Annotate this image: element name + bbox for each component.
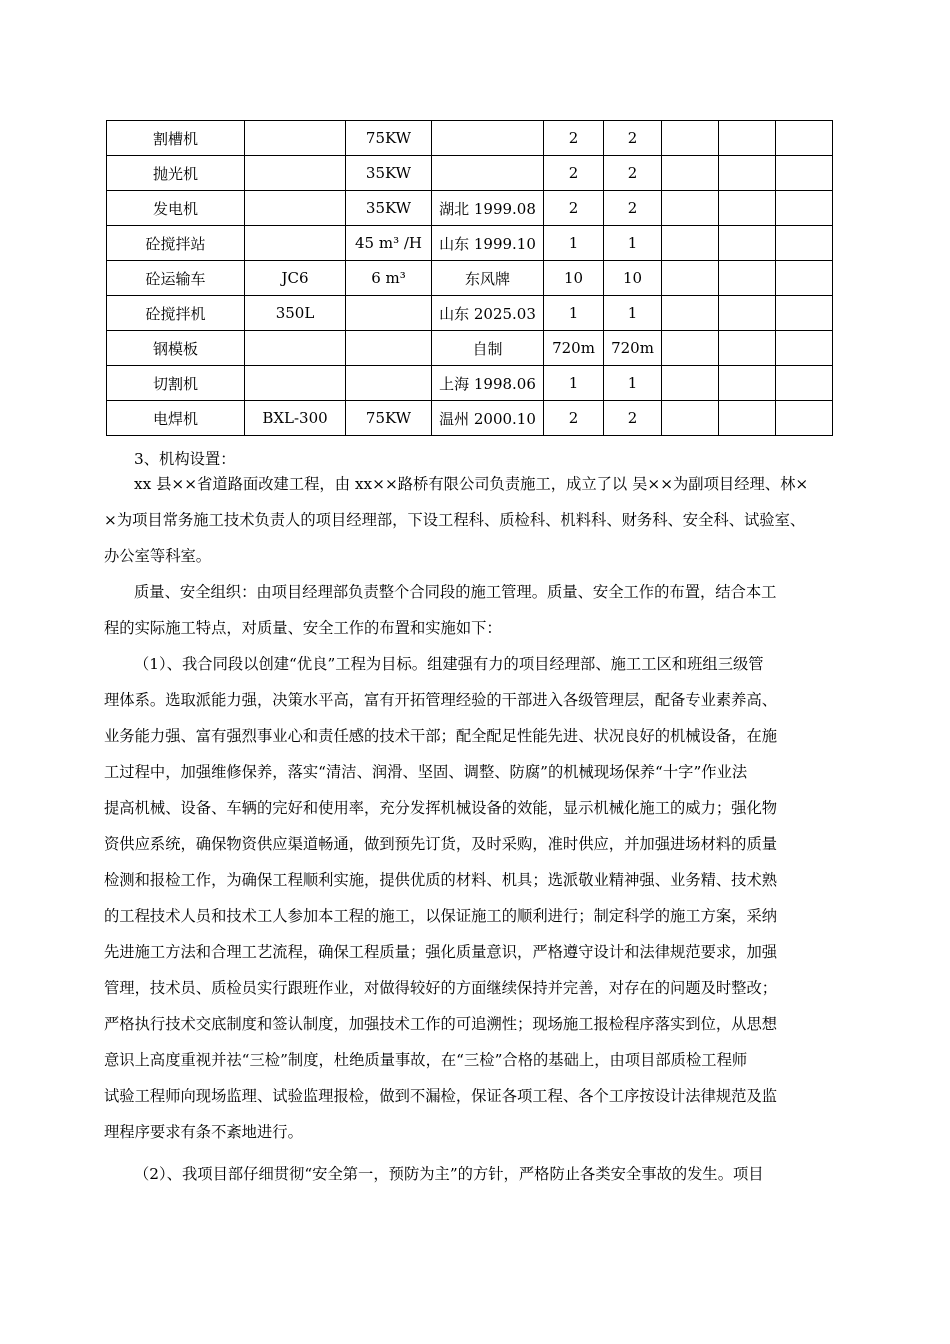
table-cell	[719, 296, 776, 331]
table-cell: 10	[604, 261, 662, 296]
table-cell	[662, 331, 719, 366]
text-line: xx 县××省道路面改建工程，由 xx××路桥有限公司负责施工，成立了以 吴××为副项目经理、林×	[134, 475, 809, 493]
table-row	[107, 296, 833, 331]
text-line: 业务能力强、富有强烈事业心和责任感的技术干部；配全配足性能先进、状况良好的机械设备，在施	[104, 727, 778, 745]
text-line: ×为项目常务施工技术负责人的项目经理部，下设工程科、质检科、机料科、财务科、安全科、试验室、	[104, 511, 806, 529]
table-cell: 2	[604, 121, 662, 156]
table-cell: 1	[544, 366, 604, 401]
table-cell	[245, 156, 346, 191]
table-cell	[776, 331, 833, 366]
table-cell: 720m	[544, 331, 604, 366]
text-line: 检测和报检工作，为确保工程顺利实施，提供优质的材料、机具；选派敬业精神强、业务精、技术熟	[104, 871, 778, 889]
table-row	[107, 156, 833, 191]
table-cell	[662, 366, 719, 401]
table-cell: 砼运输车	[107, 261, 245, 296]
table-cell: 720m	[604, 331, 662, 366]
table-cell	[776, 401, 833, 436]
table-cell	[776, 261, 833, 296]
table-cell: 山东 1999.10	[432, 226, 544, 261]
table-cell: 45 m³ /H	[346, 226, 432, 261]
table-cell	[346, 296, 432, 331]
text-line: （2）、我项目部仔细贯彻“安全第一，预防为主”的方针，严格防止各类安全事故的发生。项目	[134, 1165, 764, 1183]
table-cell	[776, 156, 833, 191]
table-cell	[719, 401, 776, 436]
table-cell: 1	[544, 296, 604, 331]
text-line: 资供应系统，确保物资供应渠道畅通，做到预先订货，及时采购，准时供应，并加强进场材料的质量	[104, 835, 778, 853]
table-cell: 75KW	[346, 121, 432, 156]
table-cell: 10	[544, 261, 604, 296]
table-row	[107, 121, 833, 156]
table-cell	[245, 331, 346, 366]
table-cell	[346, 331, 432, 366]
table-cell	[719, 156, 776, 191]
table-cell: 75KW	[346, 401, 432, 436]
table-cell	[245, 121, 346, 156]
table-cell	[662, 261, 719, 296]
text-line: 提高机械、设备、车辆的完好和使用率，充分发挥机械设备的效能，显示机械化施工的威力；强化物	[104, 799, 778, 817]
table-cell: 割槽机	[107, 121, 245, 156]
table-row	[107, 191, 833, 226]
table-cell: 切割机	[107, 366, 245, 401]
table-cell: 钢模板	[107, 331, 245, 366]
table-cell	[776, 121, 833, 156]
table-cell: 6 m³	[346, 261, 432, 296]
table-cell	[719, 366, 776, 401]
text-line: 意识上高度重视并祛“三检”制度，杜绝质量事故，在“三检”合格的基础上，由项目部质检工程师	[104, 1051, 748, 1069]
table-cell: 抛光机	[107, 156, 245, 191]
table-cell: 砼搅拌机	[107, 296, 245, 331]
table-cell	[662, 156, 719, 191]
text-line: 工过程中，加强维修保养，落实“清洁、润滑、坚固、调整、防腐”的机械现场保养“十字”作业法	[104, 763, 748, 781]
table-cell: JC6	[245, 261, 346, 296]
table-cell: 2	[604, 401, 662, 436]
table-cell	[662, 226, 719, 261]
table-cell	[245, 191, 346, 226]
table-cell	[776, 296, 833, 331]
table-cell	[662, 401, 719, 436]
table-cell	[719, 261, 776, 296]
table-cell	[719, 226, 776, 261]
table-cell: 1	[604, 296, 662, 331]
table-row	[107, 226, 833, 261]
table-cell: 温州 2000.10	[432, 401, 544, 436]
text-line: 试验工程师向现场监理、试验监理报检，做到不漏检，保证各项工程、各个工序按设计法律规范及监	[104, 1087, 778, 1105]
text-line: （1）、我合同段以创建“优良”工程为目标。组建强有力的项目经理部、施工工区和班组三级管	[134, 655, 764, 673]
table-cell: 上海 1998.06	[432, 366, 544, 401]
table-cell: 发电机	[107, 191, 245, 226]
section-heading: 3、机构设置：	[134, 450, 236, 468]
table-cell: BXL-300	[245, 401, 346, 436]
table-cell	[719, 331, 776, 366]
table-cell: 1	[604, 226, 662, 261]
table-cell: 山东 2025.03	[432, 296, 544, 331]
table-cell: 2	[544, 121, 604, 156]
table-cell	[719, 121, 776, 156]
table-cell	[662, 121, 719, 156]
text-line: 质量、安全组织：由项目经理部负责整个合同段的施工管理。质量、安全工作的布置，结合本工	[134, 583, 777, 601]
text-line: 理体系。选取派能力强，决策水平高，富有开拓管理经验的干部进入各级管理层，配备专业素养高、	[104, 691, 778, 709]
table-cell	[346, 366, 432, 401]
table-cell: 2	[544, 156, 604, 191]
text-line: 程的实际施工特点，对质量、安全工作的布置和实施如下：	[104, 619, 502, 637]
table-cell: 1	[604, 366, 662, 401]
text-line: 理程序要求有条不紊地进行。	[104, 1123, 303, 1141]
table-cell	[245, 366, 346, 401]
table-cell	[776, 191, 833, 226]
table-cell	[719, 191, 776, 226]
table-cell: 1	[544, 226, 604, 261]
table-row	[107, 331, 833, 366]
table-cell: 2	[604, 156, 662, 191]
text-line: 严格执行技术交底制度和签认制度，加强技术工作的可追溯性；现场施工报检程序落实到位，从思想	[104, 1015, 778, 1033]
table-cell	[776, 226, 833, 261]
table-cell: 2	[604, 191, 662, 226]
table-cell	[245, 226, 346, 261]
table-cell: 2	[544, 401, 604, 436]
table-cell: 砼搅拌站	[107, 226, 245, 261]
text-line: 的工程技术人员和技术工人参加本工程的施工，以保证施工的顺利进行；制定科学的施工方案，采纳	[104, 907, 778, 925]
text-line: 管理，技术员、质检员实行跟班作业，对做得较好的方面继续保持并完善，对存在的问题及时整改；	[104, 979, 778, 997]
table-cell	[432, 121, 544, 156]
table-cell: 35KW	[346, 191, 432, 226]
table-cell: 2	[544, 191, 604, 226]
table-cell: 350L	[245, 296, 346, 331]
table-row	[107, 261, 833, 296]
text-line: 办公室等科室。	[104, 547, 212, 565]
table-cell: 35KW	[346, 156, 432, 191]
table-cell: 电焊机	[107, 401, 245, 436]
table-cell	[776, 366, 833, 401]
equipment-table	[106, 120, 833, 436]
table-cell	[662, 191, 719, 226]
table-cell	[432, 156, 544, 191]
table-cell: 东风牌	[432, 261, 544, 296]
table-cell	[662, 296, 719, 331]
text-line: 先进施工方法和合理工艺流程，确保工程质量；强化质量意识，严格遵守设计和法律规范要求，加强	[104, 943, 778, 961]
table-cell: 湖北 1999.08	[432, 191, 544, 226]
table-row	[107, 401, 833, 436]
table-row	[107, 366, 833, 401]
table-cell: 自制	[432, 331, 544, 366]
